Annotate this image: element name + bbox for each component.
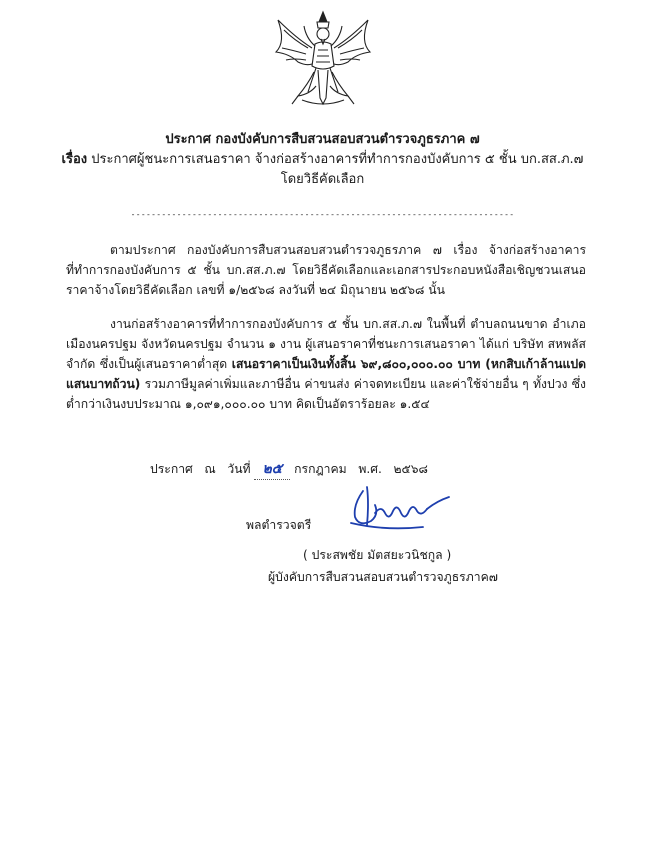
month: กรกฎาคม (294, 462, 347, 476)
procurement-method: โดยวิธีคัดเลือก (280, 172, 365, 187)
bid-inclusions: รวมภาษีมูลค่าเพิ่มและภาษีอื่น ค่าขนส่ง ค่าจดทะเบียน และค่าใช้จ่ายอื่น ๆ ทั้งปวง ซึ่งต่ำกว่าเงินงบประมาณ ๑,๐๙๑,๐๐๐.๐๐ บาท คิดเป็นอัตราร้อยละ ๑.๕๔ (66, 377, 586, 411)
separator-line: --------------------------------------------------------------------------- (130, 210, 515, 219)
paragraph-winner (66, 314, 586, 414)
winning-bid-amount: เสนอราคาเป็นเงินทั้งสิ้น ๖๙,๘๐๐,๐๐๐.๐๐ บาท (หกสิบเก้าล้านแปดแสนบาทถ้วน) (66, 357, 587, 391)
announcement-body (66, 240, 586, 428)
signatory-rank: พลตำรวจตรี (246, 518, 312, 532)
year: ๒๕๖๘ (393, 462, 428, 476)
paragraph-reference: ตามประกาศ กองบังคับการสืบสวนสอบสวนตำรวจภูธรภาค ๗ เรื่อง จ้างก่อสร้างอาคารที่ทำการกองบังคับการ ๕ ชั้น บก.สส.ภ.๗ โดยวิธีคัดเลือกและเอกสารประกอบหนังสือเชิญชวนเสนอราคาจ้างโดยวิธีคัดเลือก เลขที่ ๑/๒๕๖๘ ลงวันที่ ๒๔ มิถุนายน ๒๕๖๘ นั้น (66, 243, 586, 297)
announcement-date-line (150, 459, 428, 480)
subject-label: เรื่อง (61, 152, 88, 167)
handwritten-day: ๒๕ (254, 459, 290, 480)
handwritten-signature (345, 483, 455, 535)
announcement-subject (0, 150, 645, 170)
announced-label: ประกาศ (150, 462, 193, 476)
era: พ.ศ. (358, 462, 382, 476)
garuda-emblem-icon (268, 8, 378, 110)
date-label: วันที่ (227, 462, 251, 476)
on-label: ณ (204, 462, 216, 476)
signatory-position: ผู้บังคับการสืบสวนสอบสวนตำรวจภูธรภาค๗ (268, 570, 498, 584)
announcement-title: ประกาศ กองบังคับการสืบสวนสอบสวนตำรวจภูธรภาค ๗ (165, 132, 480, 147)
signatory-name: ( ประสพชัย มัตสยะวนิชกูล ) (303, 548, 452, 562)
winner-details: งานก่อสร้างอาคารที่ทำการกองบังคับการ ๕ ชั้น บก.สส.ภ.๗ ในพื้นที่ ตำบลถนนขาด อำเภอเมืองนครปฐม จังหวัดนครปฐม จำนวน ๑ งาน ผู้เสนอราคาที่ชนะการเสนอราคา ได้แก่ บริษัท สหพลัส จำกัด ซึ่งเป็นผู้เสนอราคาต่ำสุด (66, 317, 586, 371)
subject-text: ประกาศผู้ชนะการเสนอราคา จ้างก่อสร้างอาคารที่ทำการกองบังคับการ ๕ ชั้น บก.สส.ภ.๗ (91, 152, 584, 167)
announcement-header (0, 130, 645, 190)
